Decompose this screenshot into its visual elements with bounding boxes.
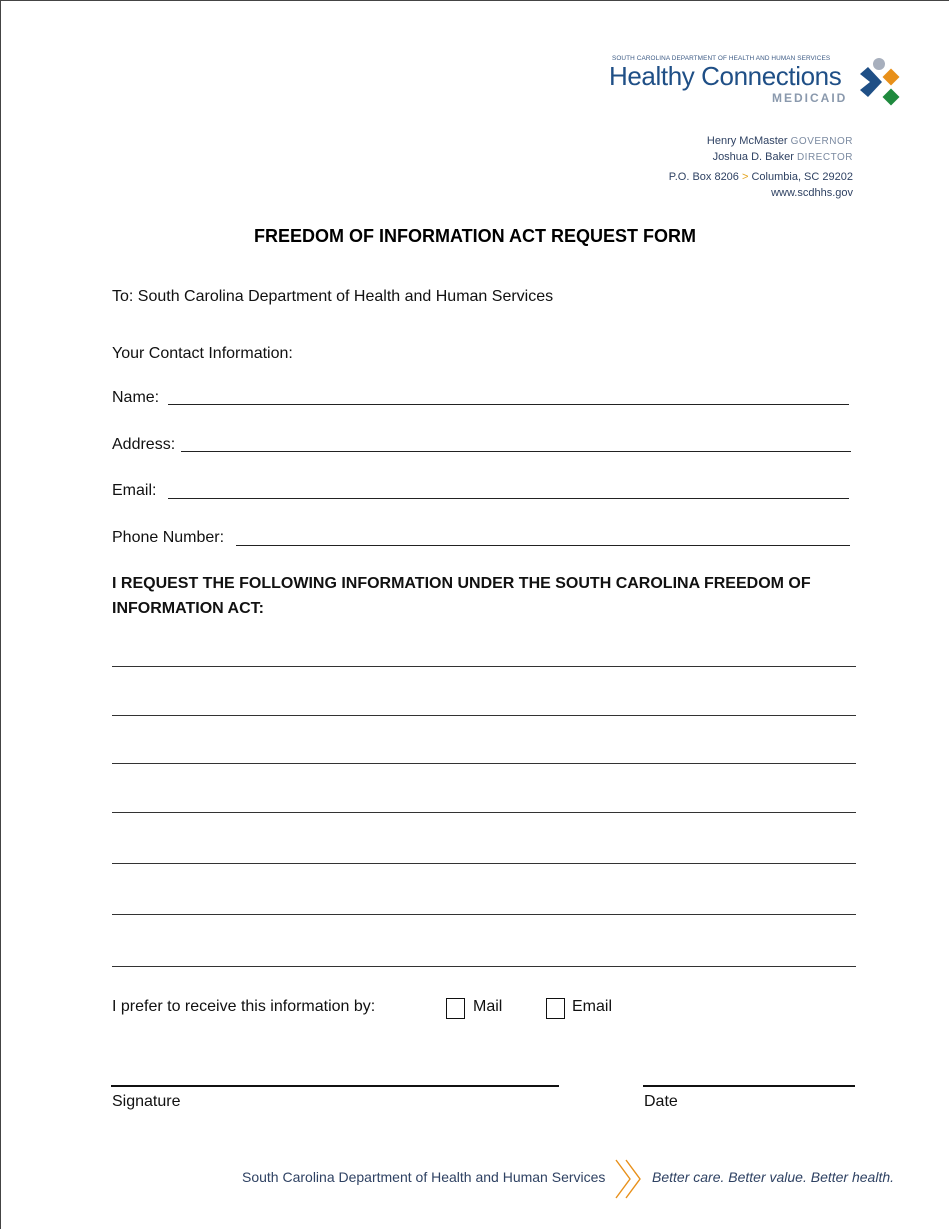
request-heading-line-1: I REQUEST THE FOLLOWING INFORMATION UNDER THE SOUTH CAROLINA FREEDOM OF <box>112 575 811 592</box>
healthy-connections-logo-icon <box>856 56 900 106</box>
footer-department: South Carolina Department of Health and Human Services <box>242 1169 606 1185</box>
name-field[interactable] <box>168 404 849 405</box>
director-line <box>713 151 853 163</box>
governor-line <box>707 135 853 147</box>
website[interactable]: www.scdhhs.gov <box>771 187 853 199</box>
address-separator: > <box>741 171 749 183</box>
request-heading-line-2: INFORMATION ACT: <box>112 600 264 617</box>
page-title: FREEDOM OF INFORMATION ACT REQUEST FORM <box>254 226 696 246</box>
delivery-prompt: I prefer to receive this information by: <box>112 998 376 1015</box>
po-box: P.O. Box 8206 <box>668 171 739 183</box>
email-checkbox[interactable] <box>546 998 565 1019</box>
date-label: Date <box>644 1093 678 1110</box>
request-line[interactable] <box>112 763 856 764</box>
city: Columbia, SC 29202 <box>751 171 853 183</box>
contact-heading: Your Contact Information: <box>112 345 293 362</box>
director-role: DIRECTOR <box>796 152 853 163</box>
logo-title: Healthy Connections <box>609 61 842 91</box>
request-line[interactable] <box>112 666 856 667</box>
address-field[interactable] <box>181 451 851 452</box>
governor-role: GOVERNOR <box>790 136 853 147</box>
phone-field[interactable] <box>236 545 850 546</box>
email-label: Email: <box>112 482 157 499</box>
footer-tagline: Better care. Better value. Better health. <box>652 1169 895 1185</box>
request-line[interactable] <box>112 863 856 864</box>
governor-name: Henry McMaster <box>706 135 788 147</box>
phone-label: Phone Number: <box>112 529 225 546</box>
logo-subtitle: MEDICAID <box>772 91 848 105</box>
email-field[interactable] <box>168 498 849 499</box>
request-line[interactable] <box>112 966 856 967</box>
chevron-right-icon <box>614 1158 644 1200</box>
name-label: Name: <box>112 389 160 406</box>
director-name: Joshua D. Baker <box>712 151 794 163</box>
signature-field[interactable] <box>111 1085 559 1087</box>
request-line[interactable] <box>112 715 856 716</box>
signature-label: Signature <box>112 1093 181 1110</box>
mail-option-label: Mail <box>473 998 503 1015</box>
email-option-label: Email <box>572 998 613 1015</box>
mail-checkbox[interactable] <box>446 998 465 1019</box>
to-line: To: South Carolina Department of Health and Human Services <box>112 288 554 305</box>
address-line <box>669 171 853 183</box>
logo-department-text: SOUTH CAROLINA DEPARTMENT OF HEALTH AND HUMAN SERVICES <box>612 55 831 62</box>
address-label: Address: <box>112 436 176 453</box>
request-line[interactable] <box>112 914 856 915</box>
date-field[interactable] <box>643 1085 855 1087</box>
request-line[interactable] <box>112 812 856 813</box>
